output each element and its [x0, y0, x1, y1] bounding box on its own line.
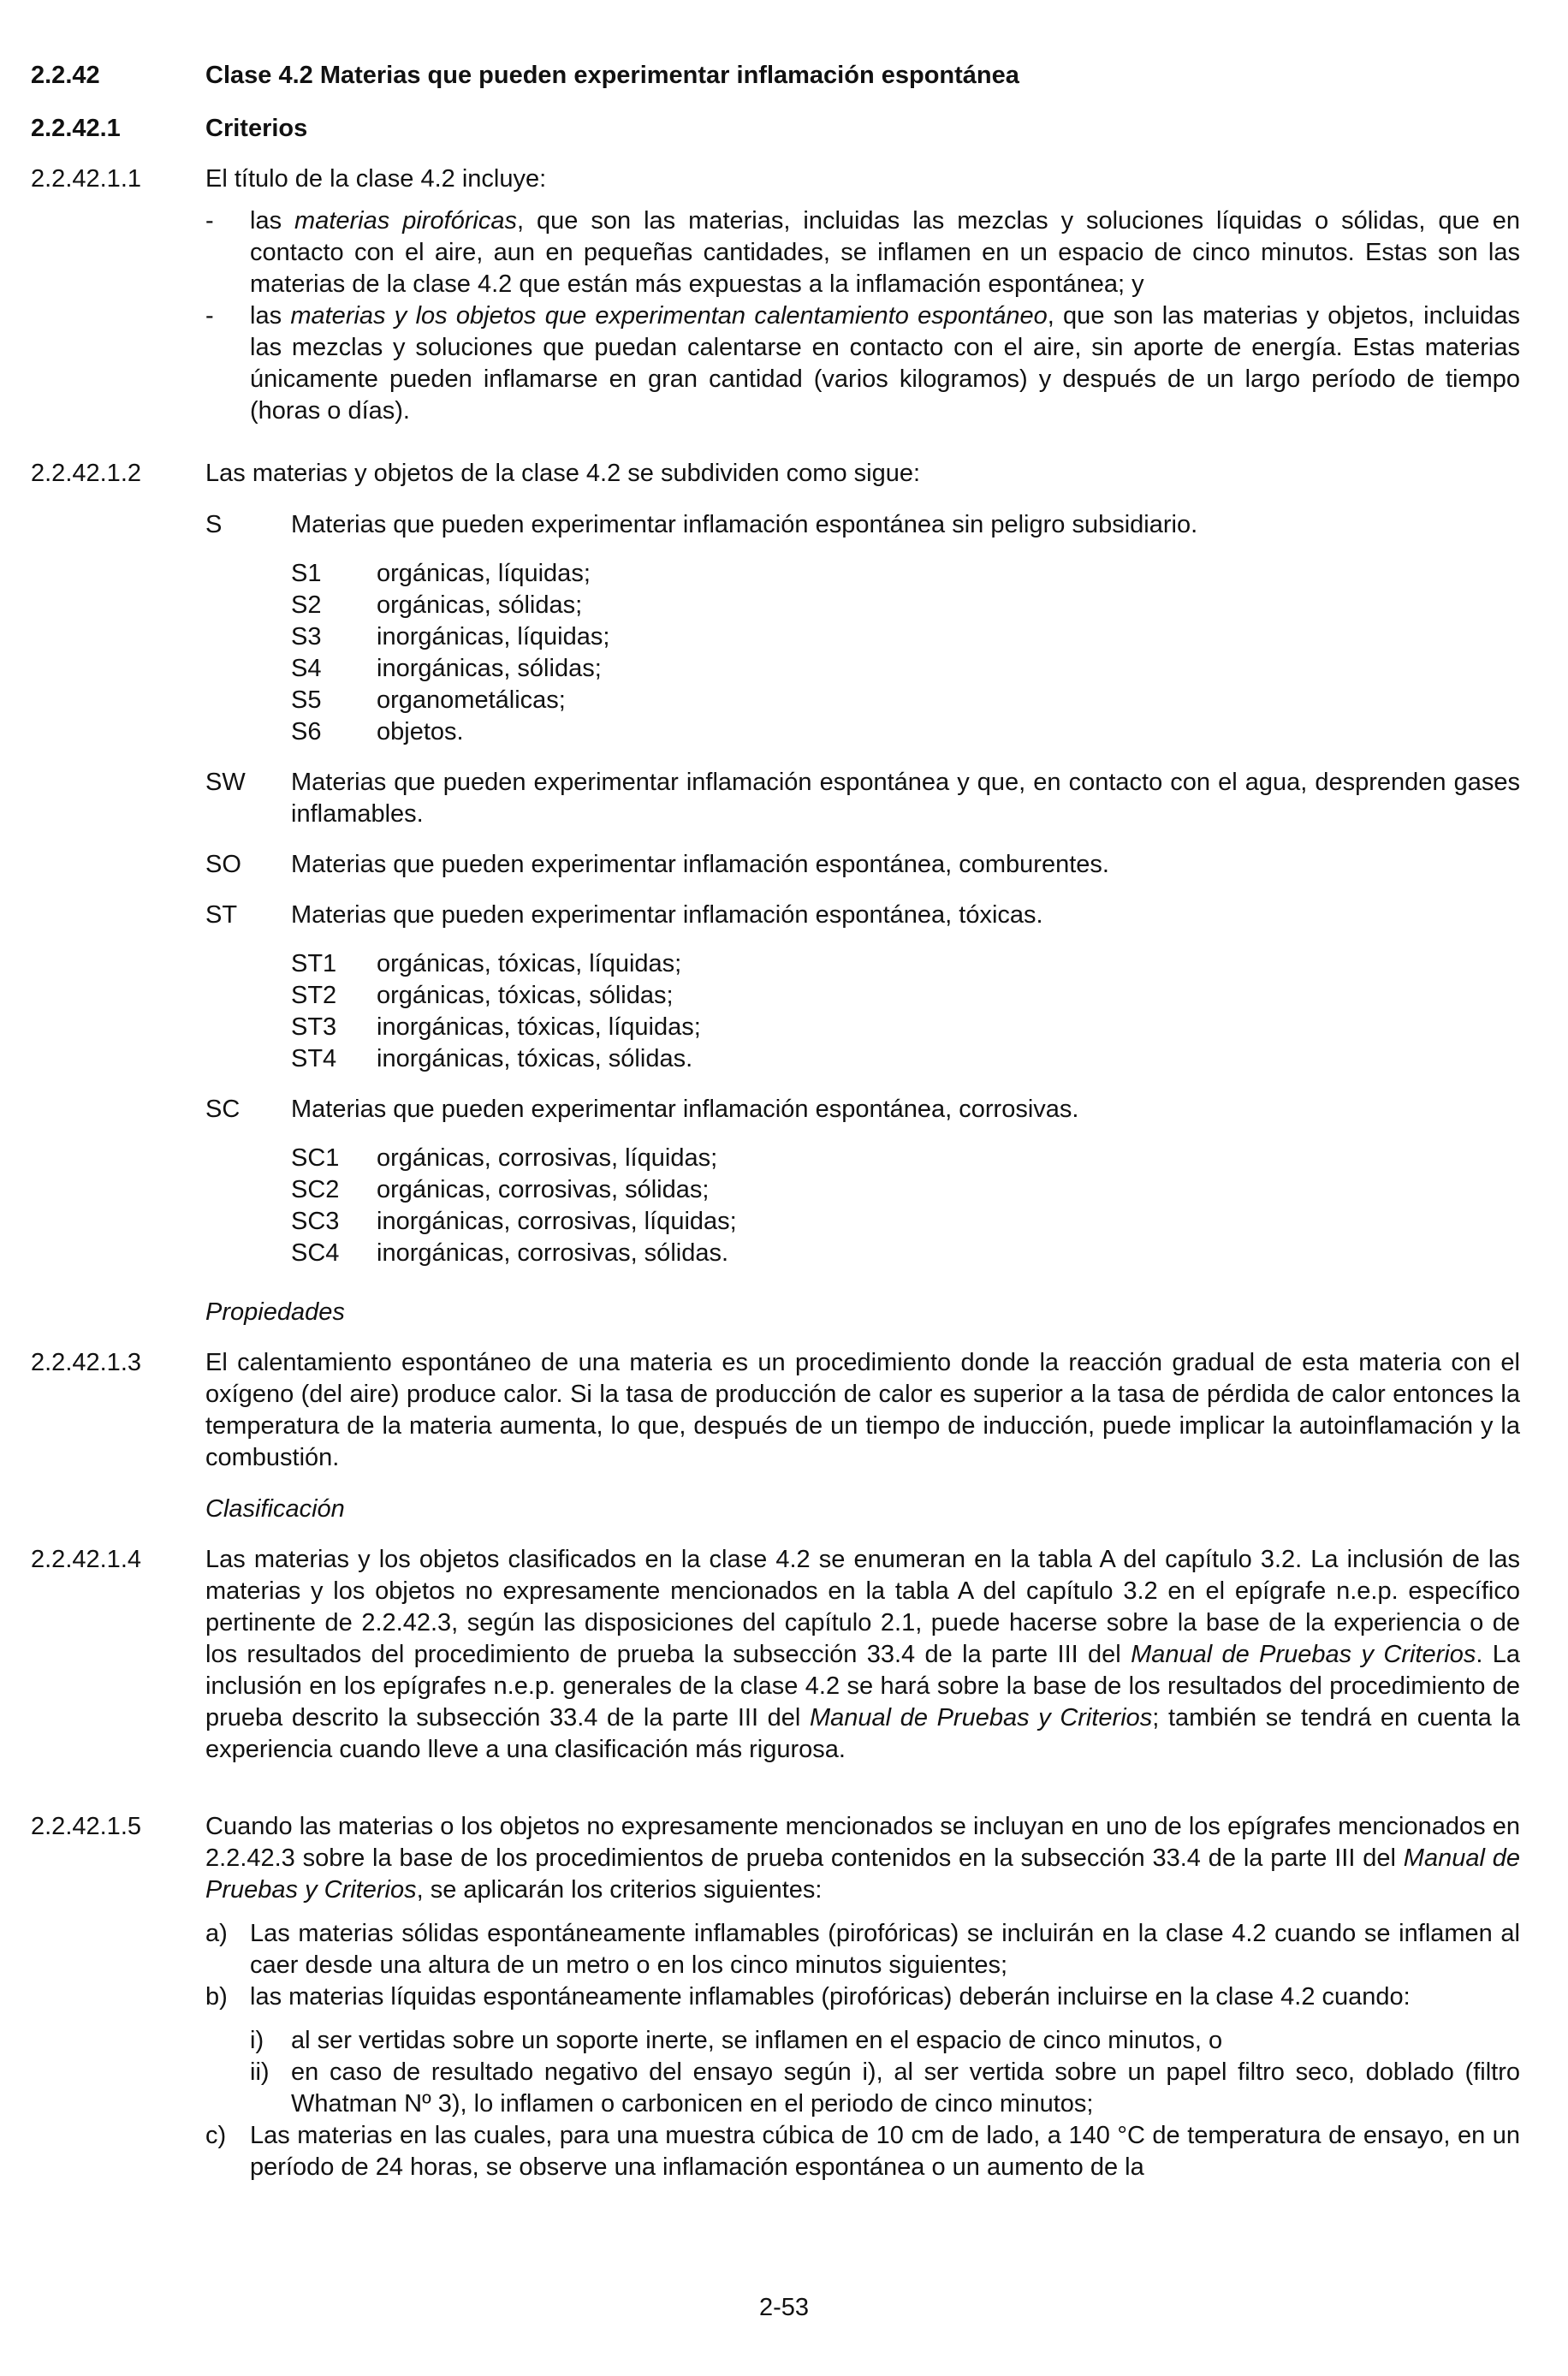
paragraph-number: 2.2.42.1.5 [31, 1813, 141, 1840]
subheading-propiedades: Propiedades [205, 1298, 345, 1326]
subclass-code-row [291, 1143, 1520, 1174]
subclass-code-row [291, 980, 1520, 1012]
subclass-code: S2 [291, 591, 322, 619]
paragraph-number: 2.2.42.1.1 [31, 165, 141, 193]
italic-term: materias pirofóricas [294, 207, 517, 235]
dash-marker: - [205, 302, 214, 330]
section-title: Criterios [205, 115, 308, 142]
subclass-code: S4 [291, 655, 322, 682]
heading-criterios [31, 113, 1520, 145]
text-run: las [250, 302, 291, 330]
subclass-code-row [291, 590, 1520, 621]
subclass-code: S5 [291, 686, 322, 714]
subclass-description: objetos. [377, 718, 464, 745]
text-run: ; también se tendrá en cuenta la experiencia cuando lleve a una clasificación más rigurosa. [205, 1704, 1520, 1763]
criterion-c [205, 2120, 1520, 2183]
class-description: Materias que pueden experimentar inflamación espontánea, corrosivas. [291, 1096, 1079, 1123]
classification-code-list [31, 509, 1520, 1269]
subclass-description: orgánicas, corrosivas, sólidas; [377, 1176, 710, 1203]
subclass-code: S6 [291, 718, 322, 745]
subclass-code: ST2 [291, 982, 337, 1009]
class-description: Materias que pueden experimentar inflamación espontánea sin peligro subsidiario. [291, 511, 1198, 538]
subclass-code-row [291, 621, 1520, 653]
class-code: SW [205, 769, 246, 796]
criterion-text: las materias líquidas espontáneamente inflamables (pirofóricas) deberán incluirse en la clase 4.2 cuando: [250, 1983, 1411, 2011]
subclass-code: S3 [291, 623, 322, 650]
subclass-description: orgánicas, corrosivas, líquidas; [377, 1144, 718, 1172]
heading-2-2-42 [31, 60, 1520, 92]
subclass-code-row [291, 1043, 1520, 1075]
subclass-description: orgánicas, tóxicas, líquidas; [377, 950, 682, 977]
clasificacion-block [31, 1494, 1520, 1766]
list-marker: i) [250, 2027, 264, 2054]
text-run: , que son las materias y objetos, incluidas las mezclas y soluciones que puedan calentarse en contacto con el aire, sin aporte de energía. Estas materias únicamente pueden inflamarse en gran cantidad (varios kilogramos) y después de un largo período de tiempo (horas o días). [250, 302, 1520, 425]
paragraph-number: 2.2.42.1.4 [31, 1546, 141, 1573]
page-number: 2-53 [758, 2294, 810, 2321]
paragraph-text: El calentamiento espontáneo de una materia es un procedimiento donde la reacción gradual de esta materia con el oxígeno (del aire) produce calor. Si la tasa de producción de calor es superior a la tasa de pérdida de calor entonces la temperatura de la materia aumenta, lo que, después de un tiempo de inducción, puede implicar la autoinflamación y la combustión. [205, 1349, 1520, 1471]
subclass-description: inorgánicas, sólidas; [377, 655, 602, 682]
paragraph-2-2-42-1-1 [31, 163, 1520, 427]
class-code: SC [205, 1096, 241, 1123]
subclass-code: SC4 [291, 1239, 340, 1267]
paragraph-text: Las materias y objetos de la clase 4.2 se subdividen como sigue: [205, 460, 921, 487]
italic-title: Manual de Pruebas y Criterios [809, 1704, 1153, 1732]
list-marker: b) [205, 1983, 228, 2011]
paragraph-number: 2.2.42.1.2 [31, 460, 141, 487]
subclass-code: SC3 [291, 1208, 340, 1235]
text-run: , se aplicarán los criterios siguientes: [416, 1876, 823, 1904]
text-run: Las materias y los objetos clasificados en la clase 4.2 se enumeran en la tabla A del capítulo 3.2. La inclusión de las materias y los objetos no expresamente mencionados en la tabla A del capítulo 3.2 en el epígrafe n.e.p. específico pertinente de 2.2.42.3, según las disposiciones del capítulo 2.1, puede hacerse sobre la base de la experiencia o de los resultados del procedimiento de prueba la subsección 33.4 de la parte III del [205, 1546, 1520, 1668]
subclass-code: ST3 [291, 1013, 337, 1041]
subheading-clasificacion: Clasificación [205, 1495, 345, 1523]
subclass-code-row [291, 1174, 1520, 1206]
subclass-description: inorgánicas, corrosivas, líquidas; [377, 1208, 737, 1235]
class-description: Materias que pueden experimentar inflamación espontánea, tóxicas. [291, 901, 1043, 929]
subclass-code: ST1 [291, 950, 337, 977]
subclass-code-row [291, 685, 1520, 716]
class-code-row [205, 1094, 1520, 1126]
section-number: 2.2.42 [31, 62, 100, 89]
paragraph-text: El título de la clase 4.2 incluye: [205, 165, 547, 193]
criterion-b-ii [250, 2057, 1520, 2120]
paragraph-number: 2.2.42.1.3 [31, 1349, 141, 1376]
subclass-description: orgánicas, tóxicas, sólidas; [377, 982, 674, 1009]
dash-item-calentamiento [205, 300, 1520, 427]
italic-title: Manual de Pruebas y Criterios [1131, 1641, 1476, 1668]
list-marker: c) [205, 2122, 227, 2149]
section-number: 2.2.42.1 [31, 115, 121, 142]
subclass-code-row [291, 1238, 1520, 1269]
class-code-row [205, 509, 1520, 541]
subclass-code: SC1 [291, 1144, 340, 1172]
dash-item-piroforicas [205, 205, 1520, 300]
text-run: Cuando las materias o los objetos no expresamente mencionados se incluyan en uno de los epígrafes mencionados en 2.2.42.3 sobre la base de los procedimientos de prueba contenidos en la subsección 33.4 de la parte III del [205, 1813, 1520, 1872]
subclass-description: organometálicas; [377, 686, 566, 714]
class-code: S [205, 511, 223, 538]
subclass-code-row [291, 558, 1520, 590]
paragraph-text [205, 1811, 1520, 1906]
subclass-code-row [291, 716, 1520, 748]
class-code-row [205, 900, 1520, 931]
text-run: las [250, 207, 295, 235]
subclass-code-row [291, 1206, 1520, 1238]
criterion-text: Las materias sólidas espontáneamente inflamables (pirofóricas) se incluirán en la clase 4.2 cuando se inflamen al caer desde una altura de un metro o en los cinco minutos siguientes; [250, 1920, 1520, 1979]
dash-marker: - [205, 207, 214, 235]
paragraph-2-2-42-1-2 [31, 458, 1520, 490]
text-run: . La inclusión en los epígrafes n.e.p. generales de la clase 4.2 se hará sobre la base de los resultados del procedimiento de prueba descrito la subsección 33.4 de la parte III del [205, 1641, 1521, 1732]
subclass-code-row [291, 1012, 1520, 1043]
italic-title: Manual de Pruebas y Criterios [205, 1844, 1520, 1904]
criterion-b [205, 1981, 1520, 2013]
text-run: , que son las materias, incluidas las mezclas y soluciones líquidas o sólidas, que en contacto con el aire, aun en pequeñas cantidades, se inflamen en un espacio de cinco minutos. Estas son las materias de la clase 4.2 que están más expuestas a la inflamación espontánea; y [250, 207, 1520, 298]
subclass-description: inorgánicas, corrosivas, sólidas. [377, 1239, 729, 1267]
subclass-description: inorgánicas, líquidas; [377, 623, 610, 650]
criterion-text: al ser vertidas sobre un soporte inerte, se inflamen en el espacio de cinco minutos, o [291, 2027, 1223, 2054]
section-title: Clase 4.2 Materias que pueden experimentar inflamación espontánea [205, 62, 1019, 89]
class-code: SO [205, 851, 241, 878]
subclass-description: inorgánicas, tóxicas, sólidas. [377, 1045, 693, 1072]
subclass-code: S1 [291, 560, 322, 587]
criterion-b-i [250, 2025, 1520, 2057]
subclass-code: SC2 [291, 1176, 340, 1203]
subclass-description: orgánicas, líquidas; [377, 560, 591, 587]
subclass-code: ST4 [291, 1045, 337, 1072]
class-code-row [205, 767, 1520, 830]
class-code: ST [205, 901, 238, 929]
criterion-text: Las materias en las cuales, para una muestra cúbica de 10 cm de lado, a 140 °C de temperatura de ensayo, en un período de 24 horas, se observe una inflamación espontánea o un aumento de la [250, 2122, 1520, 2181]
paragraph-2-2-42-1-5 [31, 1811, 1520, 2183]
criterion-a [205, 1918, 1520, 1981]
propiedades-block [31, 1297, 1520, 1474]
subclass-description: orgánicas, sólidas; [377, 591, 583, 619]
class-description: Materias que pueden experimentar inflamación espontánea, comburentes. [291, 851, 1109, 878]
class-description: Materias que pueden experimentar inflamación espontánea y que, en contacto con el agua, desprenden gases inflamables. [291, 769, 1520, 828]
italic-term: materias y los objetos que experimentan calentamiento espontáneo [290, 302, 1048, 330]
list-marker: ii) [250, 2058, 270, 2086]
subclass-code-row [291, 948, 1520, 980]
criterion-text: en caso de resultado negativo del ensayo según i), al ser vertida sobre un papel filtro seco, doblado (filtro Whatman Nº 3), lo inflamen o carbonicen en el periodo de cinco minutos; [291, 2058, 1520, 2118]
class-code-row [205, 849, 1520, 881]
subclass-code-row [291, 653, 1520, 685]
list-marker: a) [205, 1920, 228, 1947]
subclass-description: inorgánicas, tóxicas, líquidas; [377, 1013, 701, 1041]
paragraph-text [205, 1544, 1520, 1766]
